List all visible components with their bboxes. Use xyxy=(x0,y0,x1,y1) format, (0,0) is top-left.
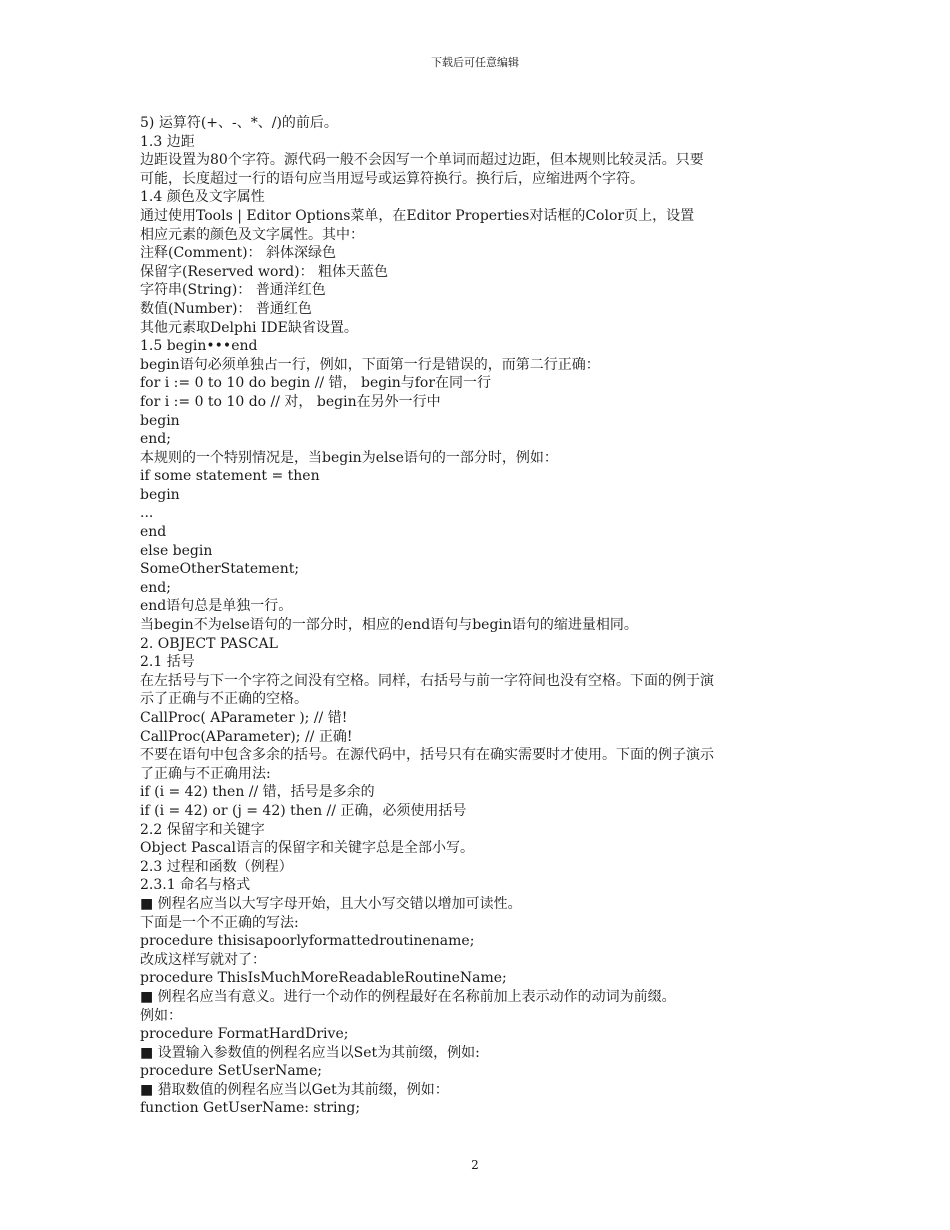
text-line: 下面是一个不正确的写法: xyxy=(140,914,299,931)
page-number: 2 xyxy=(471,1158,479,1172)
code-line: for i := 0 to 10 do // 对， begin在另外一行中 xyxy=(140,393,441,410)
section-heading: 2.3 过程和函数（例程） xyxy=(140,858,293,875)
code-line: function GetUserName: string; xyxy=(140,1100,361,1117)
section-heading: 1.3 边距 xyxy=(140,133,195,150)
text-line: 边距设置为80个字符。源代码一般不会因写一个单词而超过边距，但本规则比较灵活。只要 xyxy=(140,152,704,169)
text-line: 改成这样写就对了： xyxy=(140,951,266,968)
text-line: 注释(Comment)： 斜体深绿色 xyxy=(140,245,336,262)
code-line: if (i = 42) then // 错，括号是多余的 xyxy=(140,784,375,801)
text-line: 5) 运算符(+、-、*、/)的前后。 xyxy=(140,115,338,131)
code-line: begin xyxy=(140,412,180,429)
code-line: end xyxy=(140,524,167,541)
text-line: 示了正确与不正确的空格。 xyxy=(140,691,308,708)
text-line: 本规则的一个特别情况是，当begin为else语句的一部分时，例如： xyxy=(140,449,558,466)
text-line: 例如： xyxy=(140,1007,182,1024)
text-line: 相应元素的颜色及文字属性。其中： xyxy=(140,226,364,243)
text-line: 字符串(String)： 普通洋红色 xyxy=(140,282,326,299)
document-body xyxy=(140,114,820,1118)
section-heading: 2.3.1 命名与格式 xyxy=(140,877,251,894)
section-heading: 2.2 保留字和关键字 xyxy=(140,821,265,838)
code-line: if some statement = then xyxy=(140,468,320,485)
text-line: 其他元素取Delphi IDE缺省设置。 xyxy=(140,319,358,336)
section-heading: 2. OBJECT PASCAL xyxy=(140,635,278,652)
code-line: CallProc( AParameter ); // 错! xyxy=(140,710,348,726)
section-heading: 1.5 begin•••end xyxy=(140,338,258,355)
page-header: 下载后可任意编辑 xyxy=(431,56,519,69)
code-line: if (i = 42) or (j = 42) then // 正确，必须使用括号 xyxy=(140,802,467,819)
code-line: end; xyxy=(140,431,171,448)
code-line: SomeOtherStatement; xyxy=(140,561,300,578)
text-line: 数值(Number)： 普通红色 xyxy=(140,300,312,317)
section-heading: 2.1 括号 xyxy=(140,654,195,671)
code-line: CallProc(AParameter); // 正确! xyxy=(140,728,353,745)
code-line: else begin xyxy=(140,542,213,559)
code-line: procedure thisisapoorlyformattedroutinename; xyxy=(140,933,475,950)
text-line: Object Pascal语言的保留字和关键字总是全部小写。 xyxy=(140,840,474,857)
text-line: 通过使用Tools | Editor Options菜单，在Editor Properties对话框的Color页上，设置 xyxy=(140,207,695,224)
text-line: end语句总是单独一行。 xyxy=(140,598,293,615)
code-line: procedure ThisIsMuchMoreReadableRoutineName; xyxy=(140,970,507,987)
text-line: 了正确与不正确用法: xyxy=(140,765,271,782)
bullet-line: ■ 例程名应当有意义。进行一个动作的例程最好在名称前加上表示动作的动词为前缀。 xyxy=(140,988,676,1005)
text-line: 不要在语句中包含多余的括号。在源代码中，括号只有在确实需要时才使用。下面的例子演示 xyxy=(140,747,714,764)
bullet-line: ■ 例程名应当以大写字母开始，且大小写交错以增加可读性。 xyxy=(140,895,522,912)
code-line: begin xyxy=(140,486,180,503)
code-line: procedure SetUserName; xyxy=(140,1063,322,1080)
text-line: 保留字(Reserved word)： 粗体天蓝色 xyxy=(140,263,389,280)
code-line: for i := 0 to 10 do begin // 错， begin与for在同一行 xyxy=(140,375,492,392)
text-line: 当begin不为else语句的一部分时，相应的end语句与begin语句的缩进量相同。 xyxy=(140,617,638,634)
bullet-line: ■ 猎取数值的例程名应当以Get为其前缀，例如： xyxy=(140,1081,449,1098)
code-line: end; xyxy=(140,579,171,596)
section-heading: 1.4 颜色及文字属性 xyxy=(140,189,265,206)
text-line: 在左括号与下一个字符之间没有空格。同样，右括号与前一字符间也没有空格。下面的例于演 xyxy=(140,672,714,689)
text-line: 可能，长度超过一行的语句应当用逗号或运算符换行。换行后，应缩进两个字符。 xyxy=(140,170,644,187)
text-line: begin语句必须单独占一行，例如，下面第一行是错误的，而第二行正确： xyxy=(140,356,600,373)
code-line: procedure FormatHardDrive; xyxy=(140,1026,349,1043)
code-line: ... xyxy=(140,505,154,522)
bullet-line: ■ 设置输入参数值的例程名应当以Set为其前缀，例如: xyxy=(140,1044,480,1061)
